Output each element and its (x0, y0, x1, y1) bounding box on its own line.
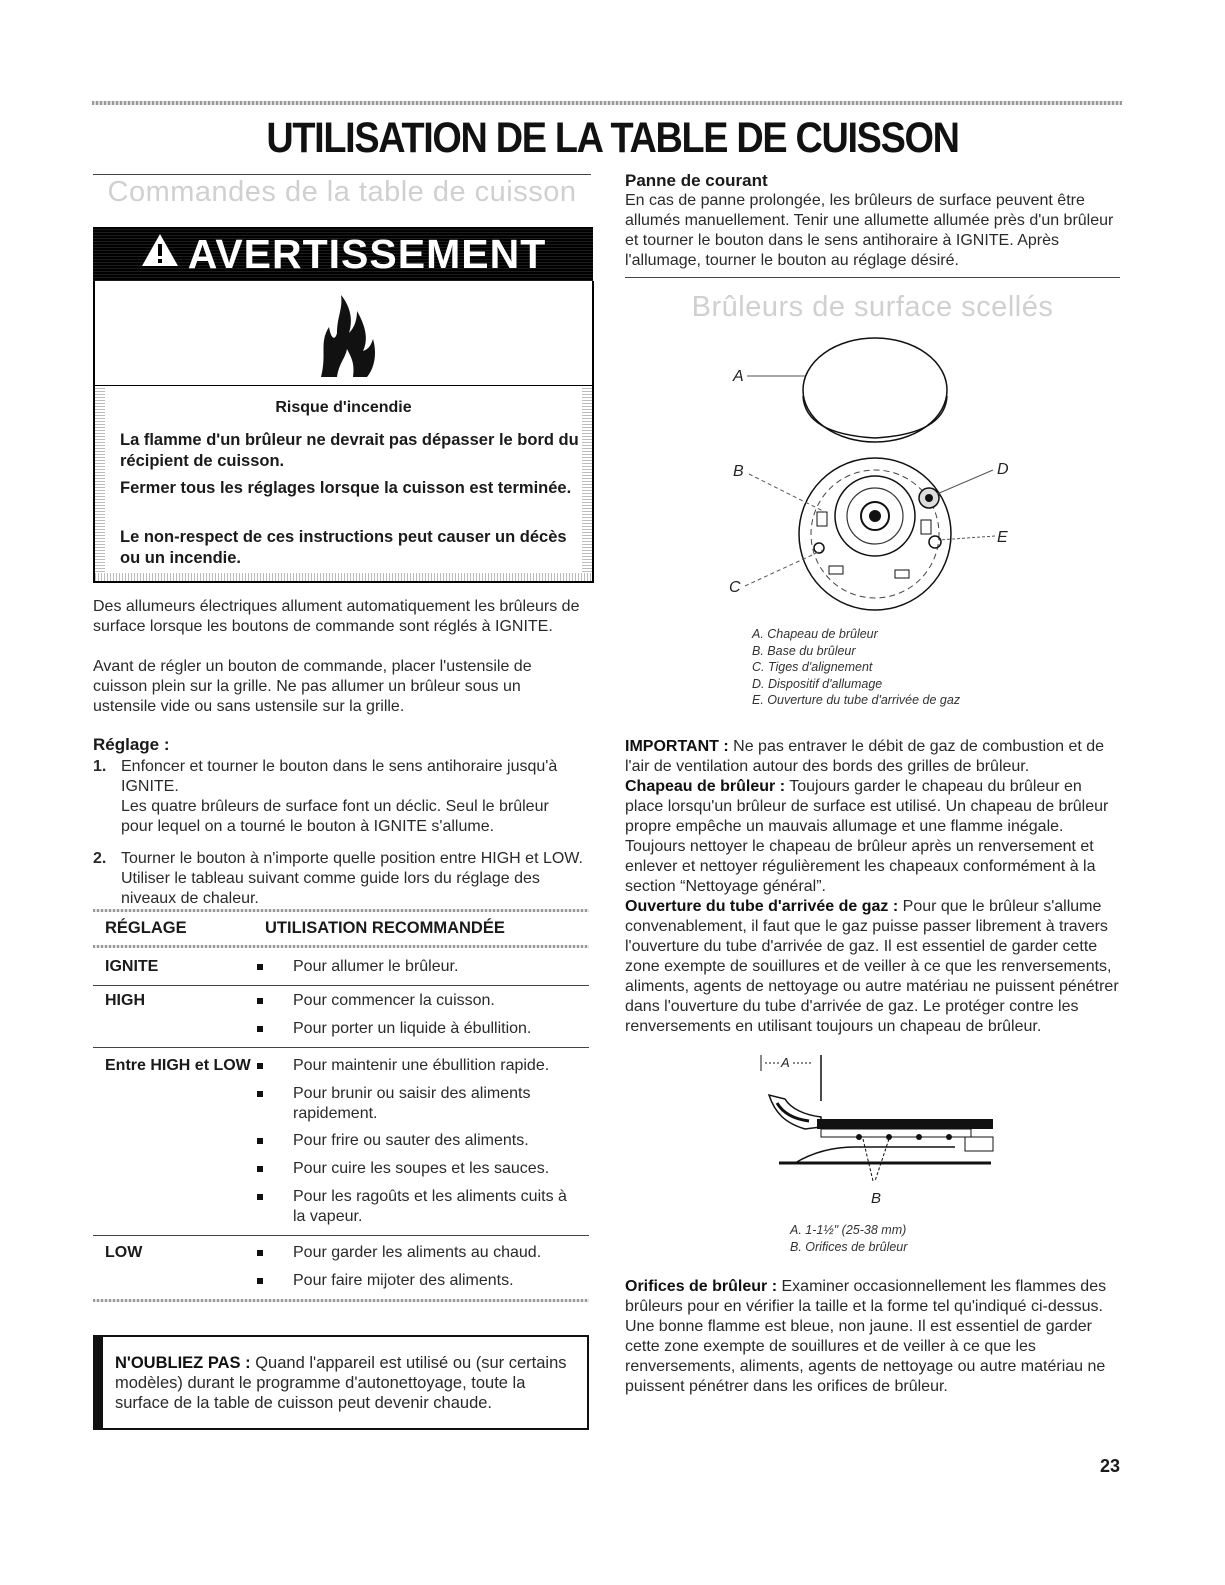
bullet-icon (257, 1250, 263, 1256)
caption-line: B. Base du brûleur (752, 643, 856, 658)
table-row-item: Pour les ragoûts et les aliments cuits à la vapeur. (293, 1187, 583, 1227)
divider (93, 174, 591, 175)
flame-label-a: A (781, 1055, 790, 1070)
table-row-item: Pour garder les aliments au chaud. (293, 1243, 583, 1263)
table-bottom-rule (93, 1299, 589, 1302)
table-row-divider (93, 1047, 589, 1048)
diagram-label-b: B (733, 463, 744, 480)
table-row-label: HIGH (105, 992, 145, 1009)
page-number: 23 (1099, 1456, 1120, 1476)
table-header-rule (93, 945, 589, 948)
intro-paragraph-2: Avant de régler un bouton de commande, placer l'ustensile de cuisson plein sur la grille. Ne pas allumer un brûleur sous un ustensile vide ou sans ustensile sur la grille. (93, 658, 532, 715)
section-title-commands: Commandes de la table de cuisson (107, 176, 577, 208)
fire-icon (317, 293, 377, 384)
burner-diagram (725, 334, 1025, 614)
warning-header (93, 227, 593, 281)
section-title-sealed-burners: Brûleurs de surface scellés (691, 291, 1054, 323)
bullet-icon (257, 1278, 263, 1284)
bullet-icon (257, 1166, 263, 1172)
diagram-label-e: E (997, 529, 1008, 546)
table-row-divider (93, 985, 589, 986)
burner-captions (752, 626, 1072, 709)
bullet-icon (257, 1091, 263, 1097)
warning-header-text: AVERTISSEMENT (187, 230, 547, 277)
warning-line-3: Le non-respect de ces instructions peut causer un décès ou un incendie. (120, 528, 567, 567)
table-row-label: IGNITE (105, 958, 159, 975)
step-1-number: 1. (93, 758, 107, 775)
step-2-text: Tourner le bouton à n'importe quelle position entre HIGH et LOW. Utiliser le tableau suivant comme guide lors du réglage des niveaux de chaleur. (121, 850, 583, 907)
risk-title: Risque d'incendie (275, 399, 412, 416)
step-1-text: Enfoncer et tourner le bouton dans le sens antihoraire jusqu'à IGNITE. (121, 758, 558, 795)
panne-title: Panne de courant (625, 171, 768, 190)
bullet-icon (257, 964, 263, 970)
table-top-rule (93, 909, 589, 912)
table-row-item: Pour brunir ou saisir des aliments rapidement. (293, 1084, 573, 1124)
table-row-item: Pour allumer le brûleur. (293, 957, 583, 977)
diagram-label-d: D (997, 461, 1009, 478)
table-header-reglage: RÉGLAGE (105, 919, 187, 937)
warning-line-1: La flamme d'un brûleur ne devrait pas dépasser le bord du récipient de cuisson. (120, 431, 579, 470)
ouverture-paragraph: Ouverture du tube d'arrivée de gaz : Pour que le brûleur s'allume convenablement, il faut que le gaz puisse passer librement à travers l'ouverture du tube d'arrivée de gaz. Il est essentiel de garder cette zone exempte de souillures et de veiller à ce que les renversements, aliments, agents de nettoyage ou autre matériau ne puissent pénétrer dans l'ouverture du tube d'arrivée de gaz. Le protéger contre les renversements en utilisant toujours un chapeau de brûleur. (625, 898, 1119, 1035)
table-row-divider (93, 1235, 589, 1236)
warning-box (93, 281, 594, 583)
reminder-text: N'OUBLIEZ PAS : Quand l'appareil est utilisé ou (sur certains modèles) durant le programme d'autonettoyage, toute la surface de la table de cuisson peut devenir chaude. (115, 1354, 567, 1412)
table-row-item: Pour porter un liquide à ébullition. (293, 1019, 583, 1039)
caption-line: E. Ouverture du tube d'arrivée de gaz (752, 693, 961, 707)
caption-line: B. Orifices de brûleur (790, 1239, 908, 1254)
bullet-icon (257, 1138, 263, 1144)
bullet-icon (257, 1194, 263, 1200)
table-row-item: Pour cuire les soupes et les sauces. (293, 1159, 583, 1179)
page-title: UTILISATION DE LA TABLE DE CUISSON (266, 114, 959, 162)
important-paragraph: IMPORTANT : Ne pas entraver le débit de gaz de combustion et de l'air de ventilation autour des bords des grilles de brûleur. (625, 738, 1105, 775)
reminder-box (93, 1335, 589, 1430)
table-row-label: LOW (105, 1244, 143, 1261)
step-1-note: Les quatre brûleurs de surface font un déclic. Seul le brûleur pour lequel on a tourné le bouton à IGNITE s'allume. (121, 798, 549, 835)
table-row-item: Pour frire ou sauter des aliments. (293, 1131, 583, 1151)
bullet-icon (257, 1063, 263, 1069)
table-row-item: Pour faire mijoter des aliments. (293, 1271, 583, 1291)
panne-text: En cas de panne prolongée, les brûleurs de surface peuvent être allumés manuellement. Tenir une allumette allumée près d'un brûleur et tourner le bouton dans le sens antihoraire à IGNITE. Après l'allumage, tourner le bouton au réglage désiré. (625, 192, 1114, 269)
reglage-title: Réglage : (93, 735, 170, 754)
orifices-paragraph: Orifices de brûleur : Examiner occasionnellement les flammes des brûleurs pour en vérifier la taille et la forme tel qu'indiqué ci-dessus. Une bonne flamme est bleue, non jaune. Il est essentiel de garder cette zone exempte de souillures et de veiller à ce que les renversements, aliments, agents de nettoyage ou autre matériau ne puissent pénétrer dans les orifices de brûleur. (625, 1278, 1107, 1395)
caption-line: C. Tiges d'alignement (752, 660, 873, 674)
table-row-label: Entre HIGH et LOW (105, 1057, 251, 1074)
flame-label-b: B (871, 1190, 882, 1207)
bullet-icon (257, 998, 263, 1004)
warning-line-2: Fermer tous les réglages lorsque la cuisson est terminée. (120, 479, 572, 497)
intro-paragraph-1: Des allumeurs électriques allument automatiquement les brûleurs de surface lorsque les boutons de commande sont réglés à IGNITE. (93, 598, 580, 635)
diagram-label-c: C (729, 579, 741, 596)
caption-line: A. 1-1½" (25-38 mm) (790, 1223, 907, 1237)
chapeau-paragraph: Chapeau de brûleur : Toujours garder le chapeau du brûleur en place lorsqu'un brûleur de surface est utilisé. Un chapeau de brûleur propre empêche un mauvais allumage et une flamme inégale. Toujours nettoyer le chapeau de brûleur après un renversement et enlever et nettoyer régulièrement les chapeaux conformément à la section “Nettoyage général”. (625, 778, 1109, 895)
top-rule (92, 101, 1122, 105)
caption-line: A. Chapeau de brûleur (752, 627, 878, 641)
table-header-utilisation: UTILISATION RECOMMANDÉE (265, 919, 505, 937)
divider (625, 277, 1120, 278)
flame-captions (790, 1222, 1040, 1255)
bullet-icon (257, 1026, 263, 1032)
diagram-label-a: A (733, 368, 744, 385)
step-2-number: 2. (93, 850, 107, 867)
table-row-item: Pour maintenir une ébullition rapide. (293, 1056, 583, 1076)
flame-diagram (755, 1055, 1005, 1215)
warning-triangle-icon (140, 231, 180, 278)
table-row-item: Pour commencer la cuisson. (293, 991, 583, 1011)
caption-line: D. Dispositif d'allumage (752, 676, 883, 691)
